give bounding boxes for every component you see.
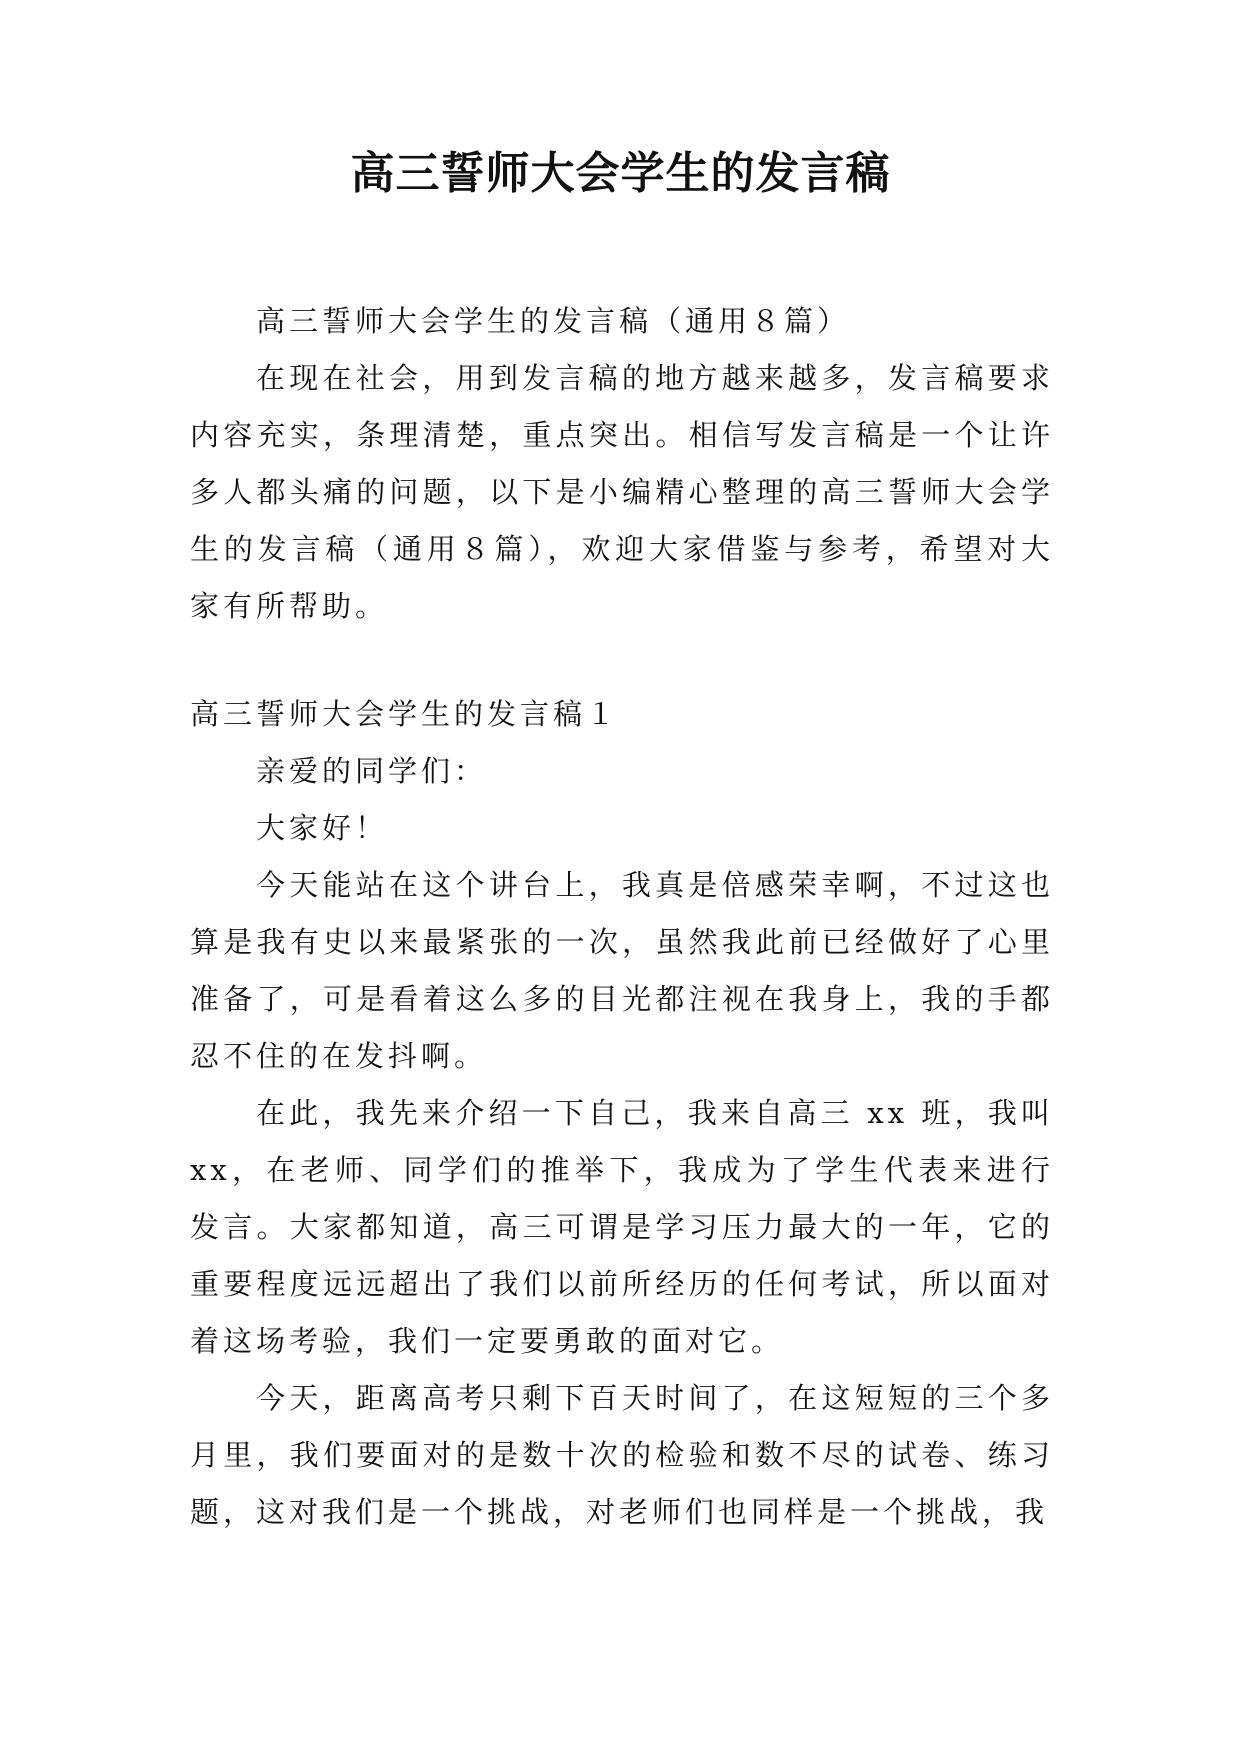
body-paragraph: 今天能站在这个讲台上，我真是倍感荣幸啊，不过这也算是我有史以来最紧张的一次，虽然我此前已经做好了心里准备了，可是看着这么多的目光都注视在我身上，我的手都忍不住的在发抖啊。 <box>190 868 1054 1073</box>
document-title: 高三誓师大会学生的发言稿 <box>350 148 891 199</box>
section-heading: 高三誓师大会学生的发言稿１ <box>190 697 620 731</box>
document-body <box>190 293 1054 1541</box>
greeting: 大家好！ <box>256 811 389 845</box>
body-paragraph: 在此，我先来介绍一下自己，我来自高三 xx 班，我叫 xx，在老师、同学们的推举下，我成为了学生代表来进行发言。大家都知道，高三可谓是学习压力最大的一年，它的重要程度远远超出了我们以前所经历的任何考试，所以面对着这场考验，我们一定要勇敢的面对它。 <box>190 1096 1054 1358</box>
salutation: 亲爱的同学们： <box>256 754 488 788</box>
document-subtitle: 高三誓师大会学生的发言稿（通用８篇） <box>256 304 851 338</box>
body-paragraph: 今天，距离高考只剩下百天时间了，在这短短的三个多月里，我们要面对的是数十次的检验和数不尽的试卷、练习题，这对我们是一个挑战，对老师们也同样是一个挑战，我 <box>190 1381 1054 1529</box>
section-spacer <box>190 635 1054 686</box>
intro-paragraph: 在现在社会，用到发言稿的地方越来越多，发言稿要求内容充实，条理清楚，重点突出。相信写发言稿是一个让许多人都头痛的问题，以下是小编精心整理的高三誓师大会学生的发言稿（通用８篇），欢迎大家借鉴与参考，希望对大家有所帮助。 <box>190 361 1054 623</box>
